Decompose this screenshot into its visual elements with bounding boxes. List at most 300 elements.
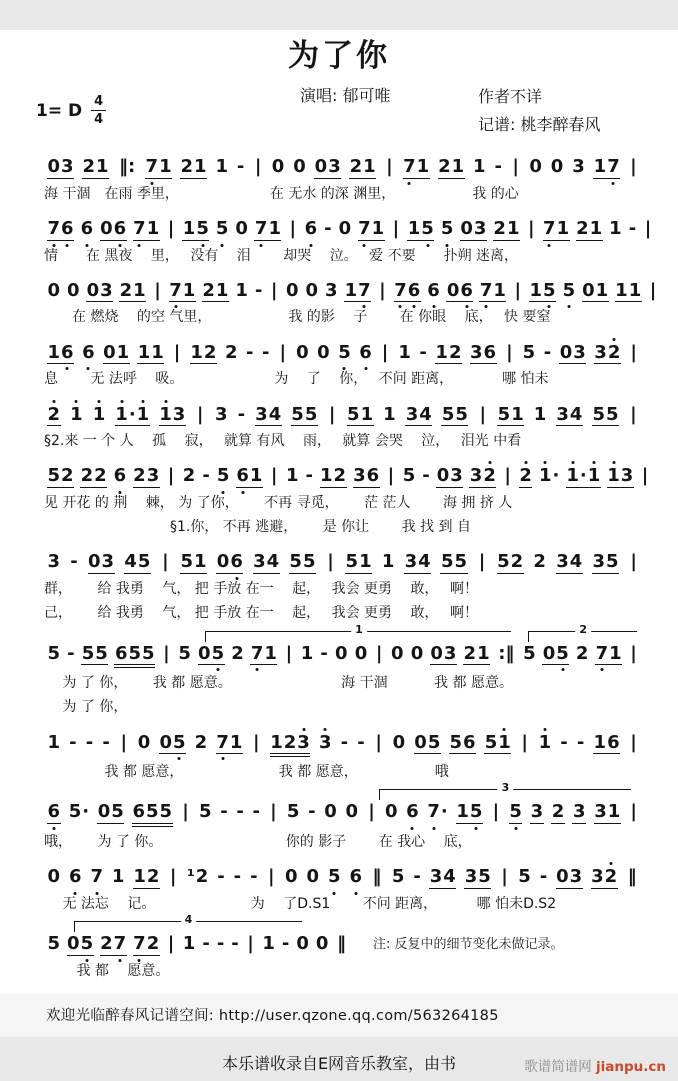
note-group: 0 bbox=[410, 642, 424, 664]
note-group: 21 bbox=[180, 156, 207, 177]
note-group: 0 bbox=[315, 933, 329, 955]
music-line bbox=[44, 913, 642, 980]
barline: | bbox=[630, 731, 637, 753]
note-group: - bbox=[102, 731, 110, 753]
note-group: 51 bbox=[345, 551, 372, 573]
note-group: 03 bbox=[436, 465, 463, 487]
barline: | bbox=[630, 551, 637, 573]
note-group: 71 bbox=[403, 156, 430, 177]
note-group: 0 bbox=[391, 642, 404, 664]
note-group: 1·1 bbox=[115, 403, 150, 425]
note-group: 71 bbox=[479, 279, 506, 301]
note-group: 1 bbox=[383, 403, 396, 425]
note-group: 1 bbox=[182, 933, 196, 955]
music-line bbox=[44, 622, 642, 717]
note-group: 16 bbox=[47, 341, 74, 363]
notator-credit: 记谱: 桃李醉春风 bbox=[478, 115, 601, 134]
barline: | bbox=[279, 341, 287, 363]
volta-bracket: 4 bbox=[74, 921, 302, 932]
sheet-music-page bbox=[0, 30, 678, 1076]
note-group: - bbox=[560, 731, 568, 753]
note-group: 0 bbox=[335, 642, 348, 664]
song-title: 为了你 bbox=[288, 38, 390, 74]
note-group: 5 bbox=[440, 217, 454, 239]
note-group: 1· bbox=[538, 465, 560, 487]
note-group: - bbox=[254, 279, 263, 301]
note-group: 55 bbox=[291, 403, 318, 425]
barline: | bbox=[630, 403, 637, 425]
note-group: 21 bbox=[463, 642, 490, 664]
note-group: 13 bbox=[607, 465, 634, 487]
note-group: 21 bbox=[349, 156, 376, 177]
note-group: 51 bbox=[497, 403, 524, 425]
barline: | bbox=[270, 279, 278, 301]
note-group: 2 bbox=[224, 341, 238, 363]
barline: | bbox=[162, 551, 169, 573]
note-group: 32 bbox=[469, 465, 496, 487]
note-group: 5· bbox=[68, 801, 90, 823]
note-group: 0 bbox=[296, 341, 309, 363]
barline: | bbox=[270, 801, 277, 823]
note-group: 72 bbox=[133, 933, 160, 955]
note-group: 3 bbox=[572, 801, 586, 823]
barline: | bbox=[167, 217, 175, 239]
note-group: 655 bbox=[114, 644, 155, 669]
lyrics-row: 我 都 愿意， 我 都 愿意， 哦 bbox=[44, 764, 449, 781]
note-group: 12 bbox=[320, 465, 347, 487]
note-group: 21 bbox=[493, 217, 520, 239]
note-group: 2 bbox=[519, 465, 532, 487]
note-group: 01 bbox=[103, 341, 130, 363]
barline: | bbox=[163, 642, 170, 664]
note-group: - bbox=[357, 731, 365, 753]
note-group: 1 bbox=[473, 156, 486, 177]
note-group: 36 bbox=[470, 341, 497, 363]
barline: | bbox=[328, 403, 336, 425]
watermark-site-name: 歌谱简谱网 bbox=[524, 1059, 592, 1076]
barline: ‖: bbox=[118, 156, 136, 177]
note-group: 03 bbox=[86, 279, 113, 301]
lyrics-row: 无 法忘 记。 为 了D.S1 不问 距离， 哪 怕未D.S2 bbox=[44, 896, 557, 912]
note-group: - bbox=[69, 731, 77, 753]
note-group: 5 bbox=[391, 866, 405, 888]
note-group: 01 bbox=[582, 279, 609, 301]
note-group: 34 bbox=[556, 403, 583, 425]
note-group: 23 bbox=[133, 465, 160, 487]
barline: | bbox=[270, 465, 278, 487]
key-signature bbox=[36, 95, 106, 126]
note-group: - bbox=[85, 731, 94, 753]
barline: | bbox=[196, 403, 204, 425]
note-group: 0 bbox=[285, 279, 299, 301]
note-group: 32 bbox=[591, 866, 618, 888]
note-group: 1 bbox=[92, 403, 106, 425]
barline: | bbox=[182, 801, 189, 823]
note-group: - bbox=[340, 731, 349, 753]
note-group: 03 bbox=[556, 866, 583, 888]
music-line bbox=[44, 857, 642, 913]
note-group: 05 bbox=[198, 642, 225, 664]
barline: | bbox=[386, 156, 393, 177]
note-group: - bbox=[419, 341, 427, 363]
note-group: 45 bbox=[124, 551, 151, 573]
barline: | bbox=[392, 217, 400, 239]
lyrics-row: 群， 给 我勇 气， 把 手放 在一 起， 我会 更勇 敢， 啊！ bbox=[44, 581, 478, 598]
lyrics-row: 海 干涸 在雨 季里， 在 无水 的深 渊里， 我 的心 bbox=[44, 185, 519, 202]
barline: | bbox=[630, 341, 637, 363]
barline: | bbox=[478, 551, 486, 573]
note-group: 06 bbox=[100, 217, 127, 239]
note-group: 27 bbox=[100, 933, 127, 955]
note-group: 15 bbox=[182, 217, 209, 239]
note-group: 5 bbox=[47, 933, 61, 955]
note-group: 0 bbox=[529, 156, 542, 177]
note-group: 1·1 bbox=[566, 465, 601, 487]
note-group: 3 bbox=[47, 551, 61, 573]
note-group: 03 bbox=[88, 551, 115, 573]
note-group: - bbox=[233, 866, 242, 888]
note-group: 11 bbox=[137, 341, 164, 363]
music-line bbox=[44, 147, 642, 203]
note-group: 0 bbox=[384, 801, 398, 823]
note-group: - bbox=[220, 801, 228, 823]
barline: | bbox=[173, 341, 181, 363]
note-group: 03 bbox=[559, 341, 586, 363]
note-group: 21 bbox=[438, 156, 465, 177]
note-group: 35 bbox=[464, 866, 491, 888]
time-signature-denominator: 4 bbox=[94, 112, 104, 127]
note-group: 15 bbox=[407, 217, 434, 239]
note-group: 0 bbox=[296, 933, 309, 955]
note-group: 2 bbox=[47, 403, 61, 425]
note-group: 1 bbox=[285, 465, 299, 487]
note-group: - bbox=[308, 801, 316, 823]
lyrics-row: 为 了 你， bbox=[44, 699, 128, 716]
note-group: 0 bbox=[338, 217, 352, 239]
volta-bracket: 3 bbox=[379, 789, 631, 800]
note-group: 1 bbox=[262, 933, 275, 955]
note-group: 1 bbox=[300, 642, 314, 664]
note-group: 5 bbox=[518, 866, 531, 888]
note-group: 5 bbox=[402, 465, 416, 487]
note-group: 1 bbox=[111, 866, 125, 888]
note-group: 0 bbox=[305, 279, 319, 301]
note-group: 5 bbox=[215, 217, 229, 239]
note-group: 05 bbox=[97, 801, 124, 823]
note-group: - bbox=[216, 933, 225, 955]
note-group: 34 bbox=[405, 403, 432, 425]
note-group: 6 bbox=[406, 801, 419, 823]
note-group: 61 bbox=[236, 465, 263, 487]
note-group: 5 bbox=[509, 801, 522, 823]
time-signature bbox=[91, 95, 106, 126]
note-group: 1 bbox=[215, 156, 229, 177]
barline: | bbox=[644, 217, 652, 239]
note-group: 51 bbox=[484, 731, 511, 753]
barline: | bbox=[254, 156, 262, 177]
note-group: 71 bbox=[543, 217, 570, 239]
lyrics-row: 情 在 黑夜 里， 没有 泪 却哭 泣。 爱 不要 扑朔 迷离， bbox=[44, 247, 519, 264]
note-group: 6 bbox=[304, 217, 318, 239]
note-group: 0 bbox=[324, 801, 337, 823]
lyrics-row: 我 都 愿意。 bbox=[44, 962, 170, 979]
note-group: 2 bbox=[533, 551, 546, 573]
note-group: 5 bbox=[327, 866, 341, 888]
note-group: - bbox=[576, 731, 585, 753]
music-line bbox=[44, 542, 642, 622]
lyrics-row: 己， 给 我勇 气， 把 手放 在一 起， 我会 更勇 敢， 啊！ bbox=[44, 605, 478, 622]
note-group: 5 bbox=[47, 642, 61, 664]
note-group: 71 bbox=[254, 217, 281, 239]
note-group: 2 bbox=[231, 642, 244, 664]
barline: | bbox=[381, 341, 389, 363]
note-group: 0 bbox=[550, 156, 564, 177]
note-group: 0 bbox=[317, 341, 330, 363]
note-group: 2 bbox=[182, 465, 196, 487]
note-group: - bbox=[324, 217, 332, 239]
note-group: 51 bbox=[347, 403, 374, 425]
note-group: 55 bbox=[289, 551, 316, 573]
lyrics-row: 息 无 法呼 吸。 为 了 你， 不问 距离， 哪 怕未 bbox=[44, 371, 549, 388]
note-group: 36 bbox=[353, 465, 380, 487]
site-watermark bbox=[524, 1055, 666, 1075]
footer-bar bbox=[0, 1051, 678, 1081]
note-group: - bbox=[202, 465, 210, 487]
note-group: 13 bbox=[159, 403, 186, 425]
note-group: 1 bbox=[70, 403, 83, 425]
note-group: 55 bbox=[441, 403, 468, 425]
note-group: 05 bbox=[542, 642, 569, 664]
note-group: 52 bbox=[47, 465, 74, 487]
note-group: 71 bbox=[133, 217, 160, 239]
note-group: 3 bbox=[318, 731, 332, 753]
author-credit: 作者不详 bbox=[478, 87, 543, 106]
note-group: - bbox=[320, 642, 328, 664]
barline: | bbox=[630, 156, 637, 177]
notation-row bbox=[44, 723, 642, 758]
barline: ‖ bbox=[372, 866, 382, 888]
barline: | bbox=[375, 731, 382, 753]
note-group: 7· bbox=[427, 801, 448, 823]
note-group: - bbox=[231, 933, 239, 955]
barline: | bbox=[504, 465, 511, 487]
source-credit: 本乐谱收录自E网音乐教室，由书 bbox=[221, 1054, 457, 1074]
note-group: 0 bbox=[354, 642, 368, 664]
note-group: 0 bbox=[271, 156, 285, 177]
key-label: 1= D bbox=[36, 100, 83, 121]
barline: | bbox=[492, 801, 500, 823]
barline: | bbox=[268, 866, 275, 888]
note-group: 12 bbox=[133, 866, 160, 888]
note-group: 15 bbox=[529, 279, 556, 301]
barline: | bbox=[289, 217, 297, 239]
note-group: 52 bbox=[497, 551, 524, 573]
header-meta bbox=[0, 77, 678, 141]
barline: ‖ bbox=[336, 933, 346, 955]
barline: | bbox=[167, 933, 175, 955]
note-group: 655 bbox=[132, 802, 173, 827]
note-group: 34 bbox=[429, 866, 456, 888]
note-group: 06 bbox=[216, 551, 243, 573]
lyrics-row: 见 开花 的 荆 棘， 为 了你， 不再 寻觅， 茫 茫人 海 拥 挤 人 bbox=[44, 495, 513, 512]
note-group: 6 bbox=[80, 217, 94, 239]
note-group: 5 bbox=[199, 801, 212, 823]
note-group: - bbox=[305, 465, 313, 487]
note-group: 71 bbox=[358, 217, 385, 239]
note-group: 31 bbox=[594, 801, 621, 823]
note-group: ¹2 bbox=[186, 866, 209, 888]
barline: | bbox=[379, 279, 386, 301]
note-group: 5 bbox=[178, 642, 191, 664]
volta-bracket: 1 bbox=[205, 631, 511, 642]
note-group: 5 bbox=[562, 279, 576, 301]
lyrics-row: 在 燃烧 的空 气里， 我 的影 子 在 你眼 底， 快 要窒 bbox=[44, 309, 551, 326]
note-group: 1 bbox=[381, 551, 395, 573]
note-group: 34 bbox=[404, 551, 431, 573]
note-group: 03 bbox=[430, 642, 457, 664]
note-group: 21 bbox=[576, 217, 603, 239]
singer-credit: 演唱: 郁可唯 bbox=[300, 86, 391, 105]
note-group: - bbox=[539, 866, 548, 888]
note-group: 2 bbox=[575, 642, 589, 664]
note-group: - bbox=[413, 866, 421, 888]
note-group: 0 bbox=[235, 217, 248, 239]
note-group: 1 bbox=[235, 279, 248, 301]
barline: | bbox=[501, 866, 508, 888]
note-group: 7 bbox=[90, 866, 103, 888]
barline: ‖ bbox=[627, 866, 637, 888]
note-group: - bbox=[70, 551, 78, 573]
barline: | bbox=[120, 731, 128, 753]
barline: | bbox=[167, 465, 175, 487]
note-group: 6 bbox=[82, 341, 95, 363]
note-group: - bbox=[202, 933, 210, 955]
note-group: - bbox=[236, 801, 244, 823]
note-group: 03 bbox=[314, 156, 341, 177]
note-group: 34 bbox=[556, 551, 583, 573]
note-group: 0 bbox=[392, 731, 406, 753]
note-group: 1 bbox=[533, 403, 547, 425]
note-group: 6 bbox=[47, 801, 61, 823]
music-line bbox=[44, 723, 642, 782]
note-group: 1 bbox=[398, 341, 411, 363]
note-group: 34 bbox=[255, 403, 282, 425]
repeat-note: 注: 反复中的细节变化未做记录。 bbox=[372, 936, 564, 952]
note-group: 0 bbox=[67, 279, 80, 301]
note-group: 17 bbox=[593, 156, 620, 177]
note-group: 21 bbox=[82, 156, 109, 177]
note-group: 6 bbox=[427, 279, 440, 301]
music-line bbox=[44, 271, 657, 327]
note-group: 1 bbox=[538, 731, 552, 753]
barline: | bbox=[387, 465, 395, 487]
note-group: 76 bbox=[47, 217, 74, 239]
notation-row bbox=[44, 456, 649, 488]
note-group: 5 bbox=[522, 341, 536, 363]
note-group: 71 bbox=[169, 279, 196, 301]
note-group: - bbox=[237, 403, 246, 425]
note-group: 55 bbox=[592, 403, 619, 425]
note-group: 71 bbox=[595, 642, 622, 664]
score bbox=[0, 141, 678, 980]
note-group: 0 bbox=[47, 866, 61, 888]
credits bbox=[478, 83, 600, 139]
notation-row bbox=[44, 209, 652, 241]
note-group: 12 bbox=[190, 341, 217, 363]
barline: | bbox=[169, 866, 177, 888]
music-line bbox=[44, 395, 642, 451]
note-group: 56 bbox=[449, 731, 476, 753]
lyrics-row: §1.你， 不再 逃避， 是 你让 我 找 到 自 bbox=[44, 519, 471, 536]
notator-space-line: 欢迎光临醉春风记谱空间: http://user.qzone.qq.com/563264185 bbox=[0, 994, 678, 1037]
lyrics-row: 哦， 为 了 你。 你的 影子 在 我心 底， bbox=[44, 834, 472, 851]
barline: | bbox=[649, 279, 657, 301]
note-group: 0 bbox=[293, 156, 306, 177]
barline: | bbox=[368, 801, 375, 823]
note-group: 0 bbox=[285, 866, 298, 888]
barline: | bbox=[506, 341, 513, 363]
music-line bbox=[44, 456, 649, 536]
barline: | bbox=[512, 156, 519, 177]
note-group: 51 bbox=[180, 551, 207, 573]
music-line bbox=[44, 209, 652, 265]
note-group: 34 bbox=[253, 551, 280, 573]
barline: | bbox=[641, 465, 649, 487]
note-group: - bbox=[67, 642, 75, 664]
note-group: 123 bbox=[270, 733, 311, 758]
barline: | bbox=[327, 551, 334, 573]
lyrics-row: §2.来 一 个 人 孤 寂， 就算 有风 雨， 就算 会哭 泣， 泪光 中看 bbox=[44, 433, 522, 450]
barline: | bbox=[527, 217, 535, 239]
barline: | bbox=[285, 642, 293, 664]
note-group: 12 bbox=[435, 341, 462, 363]
barline: | bbox=[479, 403, 487, 425]
music-line bbox=[44, 781, 642, 851]
note-group: 71 bbox=[250, 642, 277, 664]
note-group: 5 bbox=[216, 465, 230, 487]
barline: | bbox=[253, 731, 260, 753]
note-group: 71 bbox=[216, 731, 243, 753]
note-group: 03 bbox=[47, 156, 74, 177]
barline: :‖ bbox=[498, 642, 515, 664]
note-group: 5 bbox=[523, 642, 536, 664]
note-group: 06 bbox=[446, 279, 473, 301]
note-group: 3 bbox=[572, 156, 585, 177]
note-group: 05 bbox=[67, 933, 94, 955]
note-group: 1 bbox=[609, 217, 622, 239]
note-group: 0 bbox=[47, 279, 61, 301]
note-group: - bbox=[252, 801, 260, 823]
barline: | bbox=[630, 801, 637, 823]
time-signature-numerator: 4 bbox=[91, 95, 106, 111]
barline: | bbox=[247, 933, 254, 955]
barline: | bbox=[630, 642, 637, 664]
note-group: - bbox=[494, 156, 502, 177]
note-group: 6 bbox=[349, 866, 362, 888]
note-group: 1 bbox=[47, 731, 61, 753]
note-group: - bbox=[543, 341, 552, 363]
notation-row bbox=[44, 333, 642, 365]
note-group: 76 bbox=[394, 279, 421, 301]
note-group: - bbox=[628, 217, 637, 239]
note-group: 03 bbox=[460, 217, 487, 239]
note-group: 2 bbox=[194, 731, 208, 753]
note-group: - bbox=[217, 866, 225, 888]
music-line bbox=[44, 333, 642, 389]
note-group: 22 bbox=[80, 465, 107, 487]
volta-bracket: 2 bbox=[528, 631, 637, 642]
barline: | bbox=[514, 279, 522, 301]
